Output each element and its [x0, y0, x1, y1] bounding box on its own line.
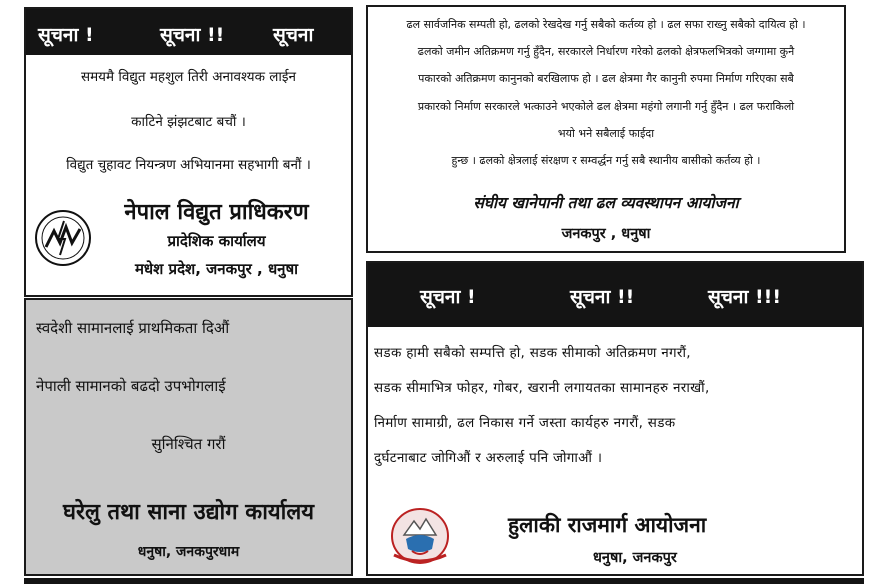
org-name: संघीय खानेपानी तथा ढल व्यवस्थापन आयोजना [473, 194, 739, 212]
message-line: स्वदेशी सामानलाई प्राथमिकता दिऔं [36, 319, 230, 337]
message-line: दुर्घटनाबाट जोगिऔं र अरुलाई पनि जोगाऔं । [374, 450, 603, 466]
message-line: नेपाली सामानको बढदो उपभोगलाई [36, 377, 226, 395]
org-name: घरेलु तथा साना उद्योग कार्यालय [62, 499, 315, 525]
message-line: प्रकारको निर्माण सरकारले भत्काउने भएकोले ढल क्षेत्रमा महंगो लगानी गर्नु हुँदैन । ढल फराकिलो [417, 100, 795, 113]
message-line: भयो भने सबैलाई फाईदा [557, 127, 655, 140]
message-line: सडक हामी सबैको सम्पत्ति हो, सडक सीमाको अतिक्रमण नगरौं, [374, 345, 691, 361]
notice-drainage [366, 5, 846, 253]
notice-heading-1: सूचना ! [38, 24, 94, 46]
org-address: धनुषा, जनकपुरधाम [137, 544, 240, 560]
message-line: पकारको अतिक्रमण कानुनको बरखिलाफ हो । ढल क्षेत्रमा गैर कानुनी रुपमा निर्माण गरिएका सबै [418, 72, 794, 85]
message-line: ढल सार्वजनिक सम्पती हो, ढलको रेखदेख गर्नु सबैको कर्तव्य हो । ढल सफा राख्नु सबैको दायित्व हो । [406, 18, 806, 31]
notice-postal-highway [366, 261, 864, 576]
message-line: सडक सीमाभित्र फोहर, गोबर, खरानी लगायतका सामानहरु नराखौं, [374, 380, 710, 396]
org-office: प्रादेशिक कार्यालय [167, 232, 266, 250]
notice-heading-2: सूचना !! [160, 24, 225, 46]
notice-header [368, 263, 862, 327]
notice-electricity [24, 7, 353, 297]
org-name: हुलाकी राजमार्ग आयोजना [508, 513, 707, 537]
message-line: हुन्छ । ढलको क्षेत्रलाई संरक्षण र सम्वर्द्धन गर्नु सबै स्थानीय बासीको कर्तव्य हो । [451, 154, 761, 167]
message-line: सुनिश्चित गरौं [151, 435, 226, 453]
org-address: जनकपुर , धनुषा [561, 226, 651, 242]
bottom-divider [24, 578, 864, 584]
nepal-emblem-icon [388, 505, 452, 567]
message-line: समयमै विद्युत महशुल तिरी अनावश्यक लाईन [80, 69, 297, 85]
notice-heading-2: सूचना !! [570, 286, 635, 308]
notice-heading-3: सूचना !!! [708, 286, 781, 308]
message-line: काटिने झंझटबाट बचौं । [131, 114, 246, 130]
notice-cottage-industry [24, 298, 353, 576]
message-line: विद्युत चुहावट नियन्त्रण अभियानमा सहभागी बनौं । [66, 157, 311, 173]
nea-logo-icon [34, 209, 92, 267]
org-address: मधेश प्रदेश, जनकपुर , धनुषा [134, 260, 299, 278]
notice-heading-1: सूचना ! [420, 286, 476, 308]
notice-heading-3: सूचना [273, 24, 314, 46]
org-address: धनुषा, जनकपुर [593, 550, 677, 566]
message-line: निर्माण सामाग्री, ढल निकास गर्ने जस्ता कार्यहरु नगरौं, सडक [374, 415, 676, 431]
org-name: नेपाल विद्युत प्राधिकरण [124, 200, 309, 225]
notice-header [26, 9, 351, 55]
message-line: ढलको जमीन अतिक्रमण गर्नु हुँदैन, सरकारले निर्धारण गरेको ढलको क्षेत्रफलभित्रको जग्गामा कुनै [417, 45, 795, 58]
